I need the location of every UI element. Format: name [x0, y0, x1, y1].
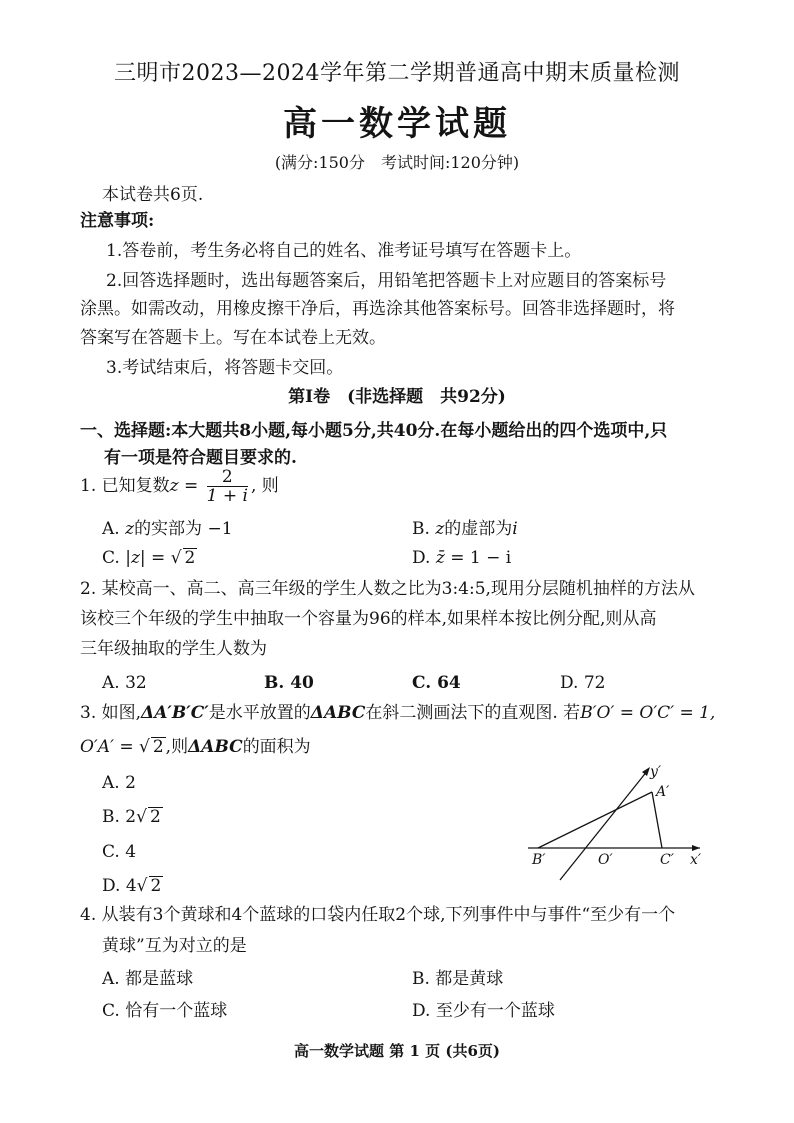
q1-c-radicand: 2 [184, 548, 196, 568]
q3-figure [510, 760, 720, 890]
q2-option-a: A. 32 [102, 673, 147, 693]
q3-l1-e: 在斜二测画法下的直观图. 若 [365, 703, 581, 723]
q4-option-a: A. 都是蓝球 [102, 969, 194, 989]
notice-2-line2: 涂黑。如需改动，用橡皮擦干净后，再选涂其他答案标号。回答非选择题时，将 [80, 299, 675, 319]
part1-title: 第Ⅰ卷 (非选择题 共92分) [288, 387, 506, 407]
q1-b-prefix: B. [412, 519, 430, 539]
question-2-line2: 该校三个年级的学生中抽取一个容量为96的样本,如果样本按比例分配,则从高 [80, 609, 657, 629]
question-1-stem [80, 468, 279, 505]
notice-1: 1.答卷前，考生务必将自己的姓名、准考证号填写在答题卡上。 [106, 241, 582, 261]
notice-2-line1: 2.回答选择题时，选出每题答案后，用铅笔把答题卡上对应题目的答案标号 [106, 271, 667, 291]
q1-eq: = [184, 476, 199, 496]
q3-option-c: C. 4 [102, 842, 137, 862]
q3-option-d: D. 4√ 2 [102, 876, 162, 896]
label-a: A′ [656, 784, 670, 800]
q3-l1-c: 是水平放置的 [208, 703, 311, 723]
label-o: O′ [598, 852, 613, 868]
q1-numerator: 2 [207, 468, 248, 487]
notice-3: 3.考试结束后，将答题卡交回。 [106, 358, 344, 378]
q3-l1-d: ΔABC [310, 703, 366, 723]
q3-d-radicand: 2 [150, 876, 162, 896]
q3-l1-f: B′O′ = O′C′ = 1, [580, 703, 716, 723]
y-axis-arrow [642, 767, 650, 776]
label-x: x′ [690, 852, 702, 868]
page-footer: 高一数学试题 第 1 页 (共6页) [294, 1042, 500, 1060]
question-3-line2: O′A′ = √ 2 ,则ΔABC的面积为 [80, 737, 311, 757]
label-y: y′ [650, 764, 662, 780]
q1-b-var: z [435, 519, 445, 539]
q3-l1-a: 3. 如图, [80, 703, 142, 723]
section1-line1: 一、选择题:本大题共8小题,每小题5分,共40分.在每小题给出的四个选项中,只 [80, 421, 668, 441]
q1-option-c: C. |z| = √ 2 [102, 548, 196, 568]
q3-l2-b: ,则 [165, 737, 189, 757]
q1-d-prefix: D. [412, 548, 431, 568]
segment-a-c [652, 792, 662, 848]
q1-denominator: 1 + i [206, 486, 248, 506]
q1-a-text: 的实部为 −1 [134, 519, 233, 539]
q1-option-b [412, 518, 518, 540]
notice-2-line3: 答案写在答题卡上。写在本试卷上无效。 [80, 328, 386, 348]
q1-c-prefix: C. | [102, 548, 131, 568]
q3-l2-radicand: 2 [152, 737, 164, 757]
x-axis-arrow [692, 845, 700, 851]
q4-option-c: C. 恰有一个蓝球 [102, 1001, 228, 1021]
segment-b-a [538, 792, 652, 848]
q1-a-var: z [125, 519, 135, 539]
q1-var: z [169, 476, 179, 496]
q3-d-prefix: D. 4 [102, 876, 137, 896]
q3-l2-c: ΔABC [188, 737, 243, 757]
q1-d-var: z̄ [435, 548, 445, 568]
question-3-line1 [80, 702, 715, 724]
q3-option-a: A. 2 [102, 773, 136, 793]
q2-option-c: C. 64 [412, 673, 461, 693]
q1-a-prefix: A. [102, 519, 120, 539]
question-2-line3: 三年级抽取的学生人数为 [80, 639, 267, 659]
exam-title: 三明市2023—2024学年第二学期普通高中期末质量检测 [114, 61, 680, 86]
q1-b-i: i [512, 519, 518, 539]
q3-option-b: B. 2√ 2 [102, 807, 161, 827]
q1-b-text: 的虚部为 [444, 519, 513, 539]
q3-l2-d: 的面积为 [242, 737, 311, 757]
q1-option-d [412, 547, 511, 569]
q2-option-b: B. 40 [264, 673, 314, 693]
q1-option-a [102, 518, 233, 540]
q1-d-text: = 1 − i [450, 548, 512, 568]
question-4-line1: 4. 从装有3个黄球和4个蓝球的口袋内任取2个球,下列事件中与事件“至少有一个 [80, 905, 676, 925]
question-2-line1: 2. 某校高一、高二、高三年级的学生人数之比为3:4:5,现用分层随机抽样的方法从 [80, 579, 695, 599]
q3-l2-a: O′A′ = [80, 737, 134, 757]
label-b: B′ [532, 852, 546, 868]
subject-title: 高一数学试题 [283, 104, 511, 144]
q4-option-b: B. 都是黄球 [412, 969, 504, 989]
intro-pages: 本试卷共6页. [102, 185, 204, 205]
exam-info: (满分:150分 考试时间:120分钟) [274, 153, 520, 172]
q3-b-prefix: B. 2 [102, 807, 137, 827]
q1-c-var: z [130, 548, 140, 568]
section1-line2: 有一项是符合题目要求的. [104, 448, 297, 468]
q4-option-d: D. 至少有一个蓝球 [412, 1001, 555, 1021]
q1-fraction [207, 468, 248, 505]
q3-b-radicand: 2 [149, 807, 161, 827]
q1-lead: 1. 已知复数 [80, 476, 170, 496]
question-4-line2: 黄球”互为对立的是 [102, 936, 247, 956]
label-c: C′ [660, 852, 674, 868]
q1-c-mid: | = [139, 548, 166, 568]
q2-option-d: D. 72 [560, 673, 606, 693]
notice-title: 注意事项: [80, 211, 155, 231]
q1-tail: , 则 [250, 476, 279, 496]
q3-l1-b: ΔA′B′C′ [141, 703, 209, 723]
